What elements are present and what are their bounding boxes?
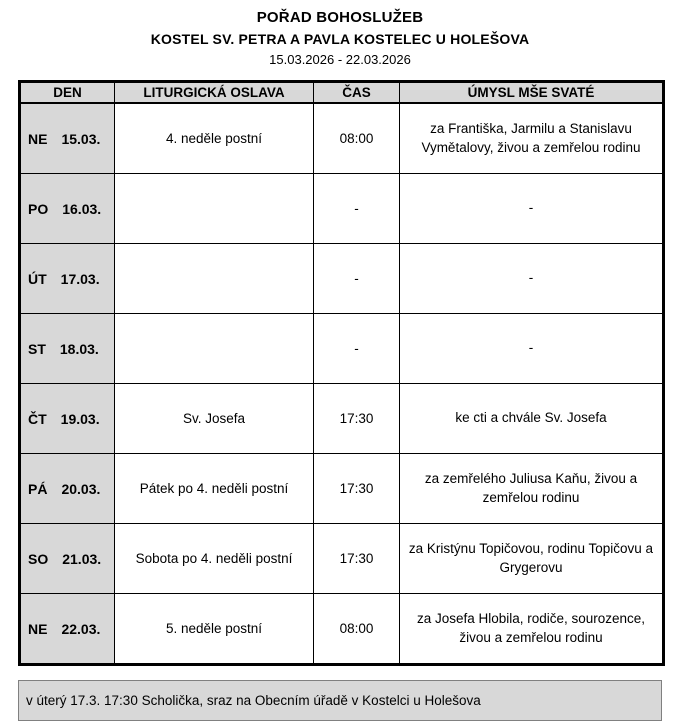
day-date: 19.03. <box>60 410 100 427</box>
day-date: 22.03. <box>61 620 101 637</box>
day-abbr: PÁ <box>28 480 48 497</box>
day-cell <box>20 314 115 384</box>
time-cell: - <box>314 244 400 314</box>
time-cell: 08:00 <box>314 103 400 174</box>
date-range: 15.03.2026 - 22.03.2026 <box>269 52 411 67</box>
column-header-den: DEN <box>20 82 115 104</box>
time-cell: 08:00 <box>314 594 400 665</box>
day-cell <box>20 103 115 174</box>
time-cell: 17:30 <box>314 454 400 524</box>
day-cell <box>20 524 115 594</box>
time-cell: 17:30 <box>314 384 400 454</box>
day-abbr: PO <box>28 200 49 217</box>
intention-cell: za Kristýnu Topičovou, rodinu Topičovu a Grygerovu <box>400 524 664 594</box>
footer-note: v úterý 17.3. 17:30 Scholička, sraz na Obecním úřadě v Kostelci u Holešova <box>18 680 662 721</box>
day-date: 20.03. <box>61 480 101 497</box>
day-date: 21.03. <box>62 550 102 567</box>
schedule-table <box>18 80 665 666</box>
intention-cell: za Františka, Jarmilu a Stanislavu Vymětalovy, živou a zemřelou rodinu <box>400 103 664 174</box>
table-row <box>20 524 664 594</box>
celebration-cell: Sobota po 4. neděli postní <box>115 524 314 594</box>
celebration-cell <box>115 314 314 384</box>
day-cell <box>20 384 115 454</box>
column-header-umysl: ÚMYSL MŠE SVATÉ <box>400 82 664 104</box>
intention-cell: ke cti a chvále Sv. Josefa <box>400 384 664 454</box>
intention-cell: za Josefa Hlobila, rodiče, sourozence, živou a zemřelou rodinu <box>400 594 664 665</box>
day-date: 18.03. <box>59 340 99 357</box>
day-date: 16.03. <box>62 200 102 217</box>
day-cell <box>20 594 115 665</box>
column-header-liturgicka-oslava: LITURGICKÁ OSLAVA <box>115 82 314 104</box>
table-row <box>20 103 664 174</box>
time-cell: 17:30 <box>314 524 400 594</box>
table-row <box>20 384 664 454</box>
church-name: KOSTEL SV. PETRA A PAVLA KOSTELEC U HOLEŠOVA <box>150 31 530 47</box>
day-abbr: SO <box>28 550 49 567</box>
intention-cell: - <box>400 314 664 384</box>
celebration-cell <box>115 244 314 314</box>
day-cell <box>20 244 115 314</box>
celebration-cell: Pátek po 4. neděli postní <box>115 454 314 524</box>
table-header <box>20 82 664 104</box>
day-abbr: ČT <box>28 410 47 427</box>
time-cell: - <box>314 174 400 244</box>
celebration-cell: 4. neděle postní <box>115 103 314 174</box>
day-abbr: NE <box>28 620 48 637</box>
day-date: 15.03. <box>61 130 101 147</box>
document-header <box>0 0 680 67</box>
day-cell <box>20 174 115 244</box>
table-row <box>20 594 664 665</box>
celebration-cell <box>115 174 314 244</box>
table-row <box>20 244 664 314</box>
day-abbr: ST <box>28 340 46 357</box>
intention-cell: za zemřelého Juliusa Kaňu, živou a zemřelou rodinu <box>400 454 664 524</box>
day-date: 17.03. <box>60 270 100 287</box>
time-cell: - <box>314 314 400 384</box>
column-header-cas: ČAS <box>314 82 400 104</box>
day-abbr: ÚT <box>28 270 47 287</box>
day-cell <box>20 454 115 524</box>
day-abbr: NE <box>28 130 48 147</box>
table-row <box>20 454 664 524</box>
intention-cell: - <box>400 174 664 244</box>
intention-cell: - <box>400 244 664 314</box>
celebration-cell: Sv. Josefa <box>115 384 314 454</box>
table-row <box>20 174 664 244</box>
celebration-cell: 5. neděle postní <box>115 594 314 665</box>
page-title: POŘAD BOHOSLUŽEB <box>256 9 424 26</box>
table-row <box>20 314 664 384</box>
